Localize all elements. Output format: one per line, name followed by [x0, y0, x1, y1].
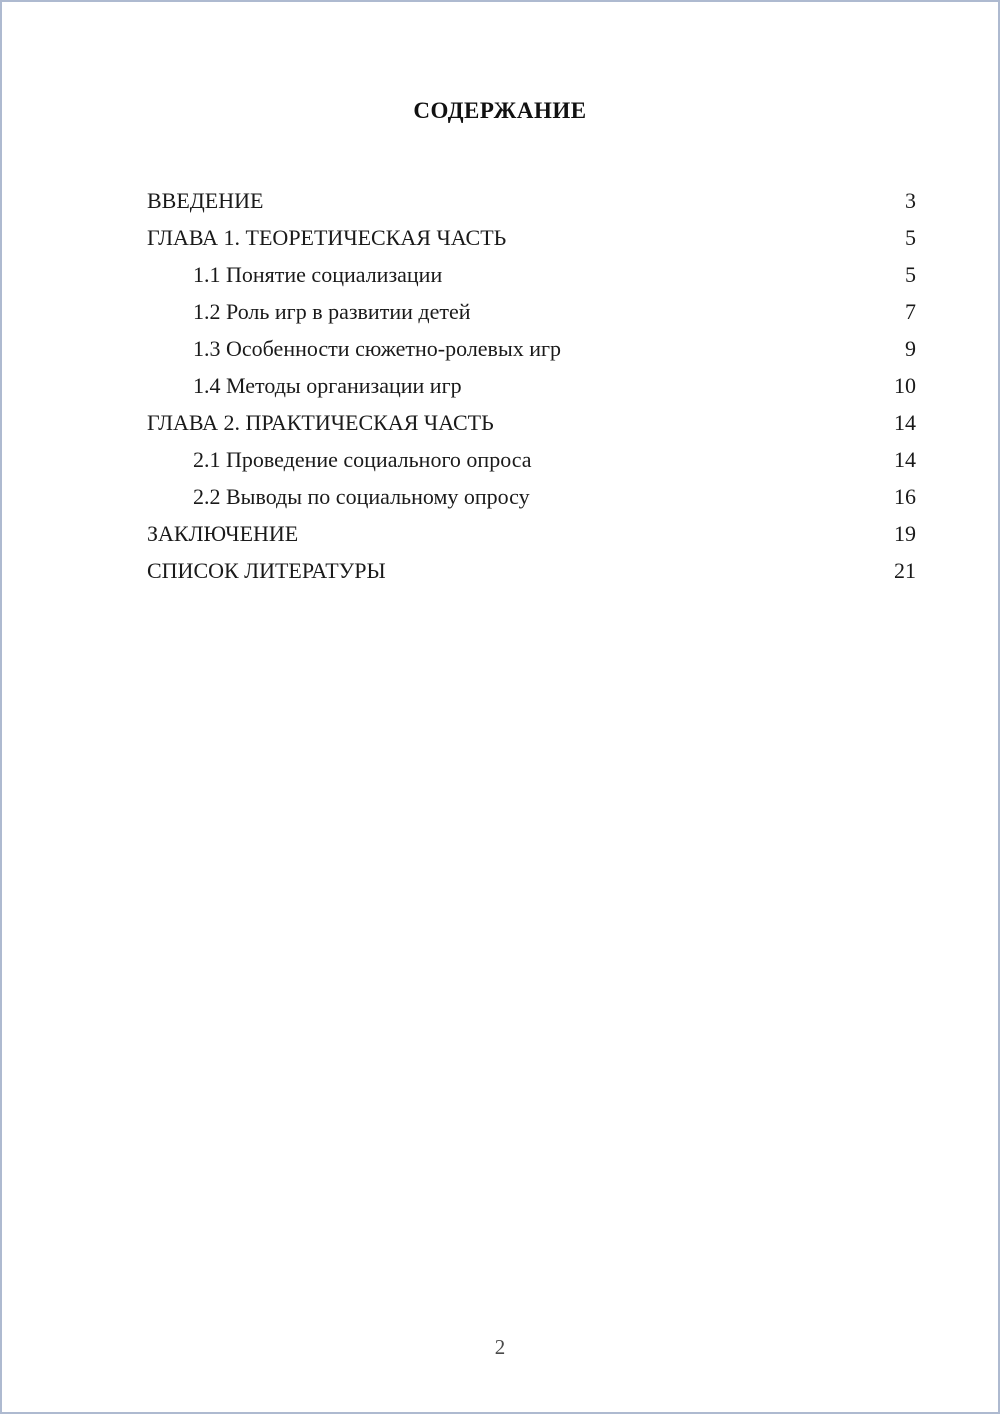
toc-entry-page: 7	[905, 299, 916, 324]
toc-entry-label: 1.2 Роль игр в развитии детей	[193, 299, 471, 324]
toc-entry-page: 16	[894, 484, 916, 509]
toc-entry-page: 5	[905, 262, 916, 287]
toc-entry	[147, 441, 916, 478]
page-title: СОДЕРЖАНИЕ	[413, 98, 587, 123]
toc-entry	[147, 219, 916, 256]
toc-entry-label: 1.1 Понятие социализации	[193, 262, 443, 287]
toc-entry-label: СПИСОК ЛИТЕРАТУРЫ	[147, 558, 386, 583]
toc-entry-label: ЗАКЛЮЧЕНИЕ	[147, 521, 299, 546]
toc-entry-page: 21	[894, 558, 916, 583]
toc-entry	[147, 478, 916, 515]
toc-entry-label: 1.4 Методы организации игр	[193, 373, 462, 398]
toc-entry-page: 14	[894, 447, 916, 472]
toc-entry	[147, 182, 916, 219]
toc-entry-page: 9	[905, 336, 916, 361]
toc-entry-label: 1.3 Особенности сюжетно-ролевых игр	[193, 336, 562, 361]
toc-entry	[147, 367, 916, 404]
toc-entry-label: ГЛАВА 2. ПРАКТИЧЕСКАЯ ЧАСТЬ	[147, 410, 494, 435]
table-of-contents	[147, 182, 916, 589]
toc-entry	[147, 256, 916, 293]
toc-entry-label: ВВЕДЕНИЕ	[147, 188, 264, 213]
toc-entry-label: 2.2 Выводы по социальному опросу	[193, 484, 530, 509]
toc-entry	[147, 552, 916, 589]
footer-page-number: 2	[494, 1335, 506, 1359]
toc-entry-page: 3	[905, 188, 916, 213]
toc-entry-label: 2.1 Проведение социального опроса	[193, 447, 532, 472]
toc-entry-page: 14	[894, 410, 916, 435]
toc-entry-page: 19	[894, 521, 916, 546]
toc-entry	[147, 404, 916, 441]
toc-entry	[147, 293, 916, 330]
toc-entry-page: 5	[905, 225, 916, 250]
toc-entry-page: 10	[894, 373, 916, 398]
toc-entry-label: ГЛАВА 1. ТЕОРЕТИЧЕСКАЯ ЧАСТЬ	[147, 225, 507, 250]
toc-entry	[147, 330, 916, 367]
toc-entry	[147, 515, 916, 552]
